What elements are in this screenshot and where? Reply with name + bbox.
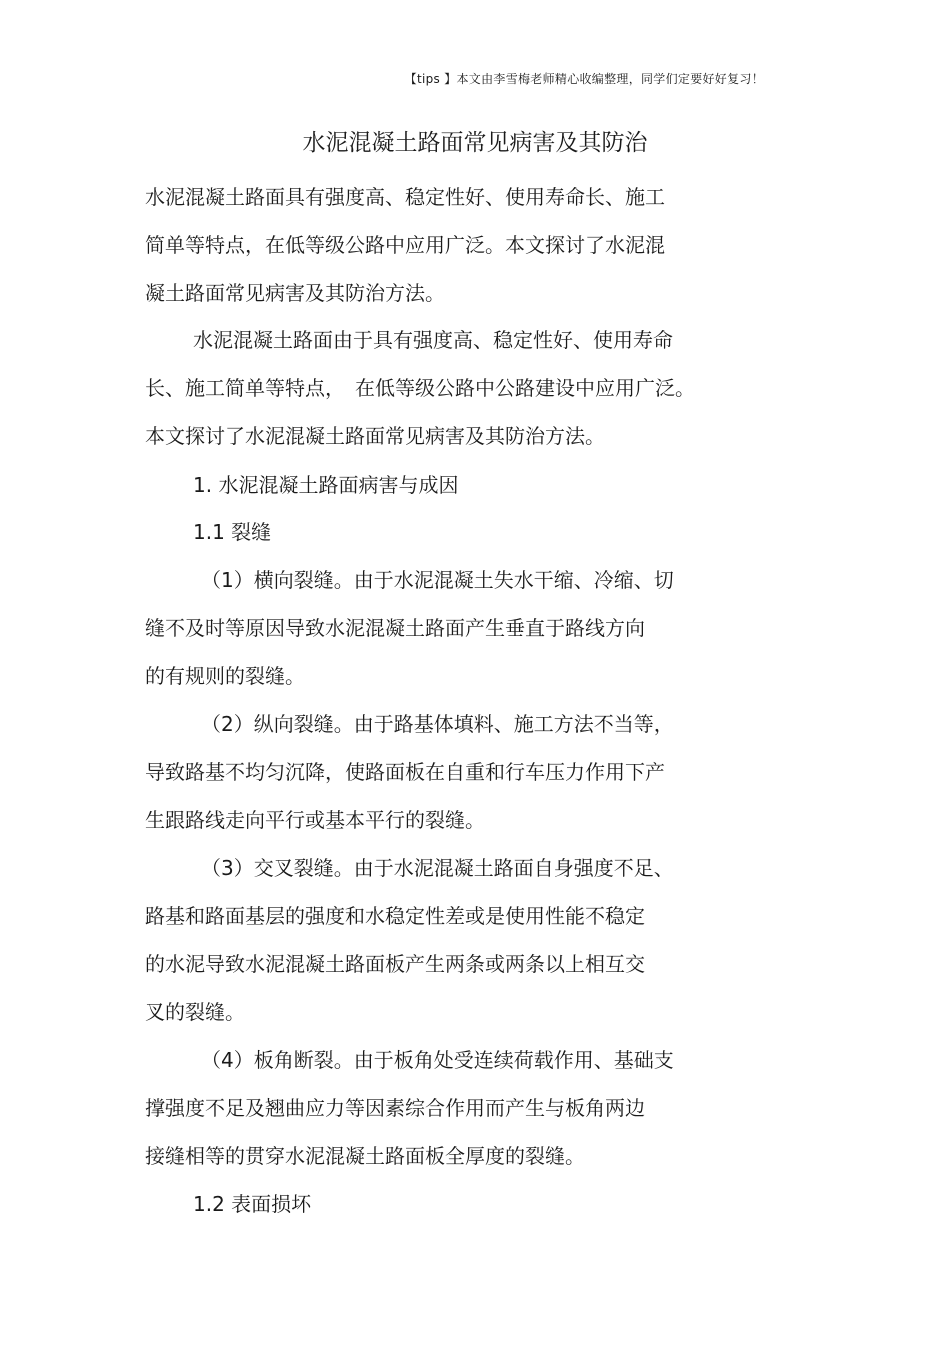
text-line: 的有规则的裂缝。	[145, 664, 305, 688]
text-line: 缝不及时等原因导致水泥混凝土路面产生垂直于路线方向	[145, 616, 645, 640]
text-line: 导致路基不均匀沉降，使路面板在自重和行车压力作用下产	[145, 760, 665, 784]
section-heading: 1. 水泥混凝土路面病害与成因	[193, 473, 459, 497]
text-line: 路基和路面基层的强度和水稳定性差或是使用性能不稳定	[145, 904, 645, 928]
text-line: 水泥混凝土路面由于具有强度高、稳定性好、使用寿命	[193, 328, 673, 352]
text-line: 的水泥导致水泥混凝土路面板产生两条或两条以上相互交	[145, 952, 645, 976]
subsection-heading: 1.2 表面损坏	[193, 1192, 312, 1216]
text-line: （4）板角断裂。由于板角处受连续荷载作用、基础支	[201, 1048, 674, 1072]
text-line: 简单等特点，在低等级公路中应用广泛。本文探讨了水泥混	[145, 233, 665, 257]
text-line: （1）横向裂缝。由于水泥混凝土失水干缩、冷缩、切	[201, 568, 674, 592]
text-line: （2）纵向裂缝。由于路基体填料、施工方法不当等，	[201, 712, 674, 736]
text-line: 凝土路面常见病害及其防治方法。	[145, 281, 445, 305]
header-tips: 【tips 】本文由李雪梅老师精心收编整理，同学们定要好好复习！	[404, 72, 764, 86]
text-line: 长、施工简单等特点， 在低等级公路中公路建设中应用广泛。	[145, 376, 695, 400]
text-line: （3）交叉裂缝。由于水泥混凝土路面自身强度不足、	[201, 856, 674, 880]
text-line: 接缝相等的贯穿水泥混凝土路面板全厚度的裂缝。	[145, 1144, 585, 1168]
text-line: 叉的裂缝。	[145, 1000, 245, 1024]
text-line: 撑强度不足及翘曲应力等因素综合作用而产生与板角两边	[145, 1096, 645, 1120]
text-line: 水泥混凝土路面具有强度高、稳定性好、使用寿命长、施工	[145, 185, 665, 209]
subsection-heading: 1.1 裂缝	[193, 520, 272, 544]
document-title: 水泥混凝土路面常见病害及其防治	[302, 130, 648, 156]
text-line: 本文探讨了水泥混凝土路面常见病害及其防治方法。	[145, 424, 605, 448]
text-line: 生跟路线走向平行或基本平行的裂缝。	[145, 808, 485, 832]
